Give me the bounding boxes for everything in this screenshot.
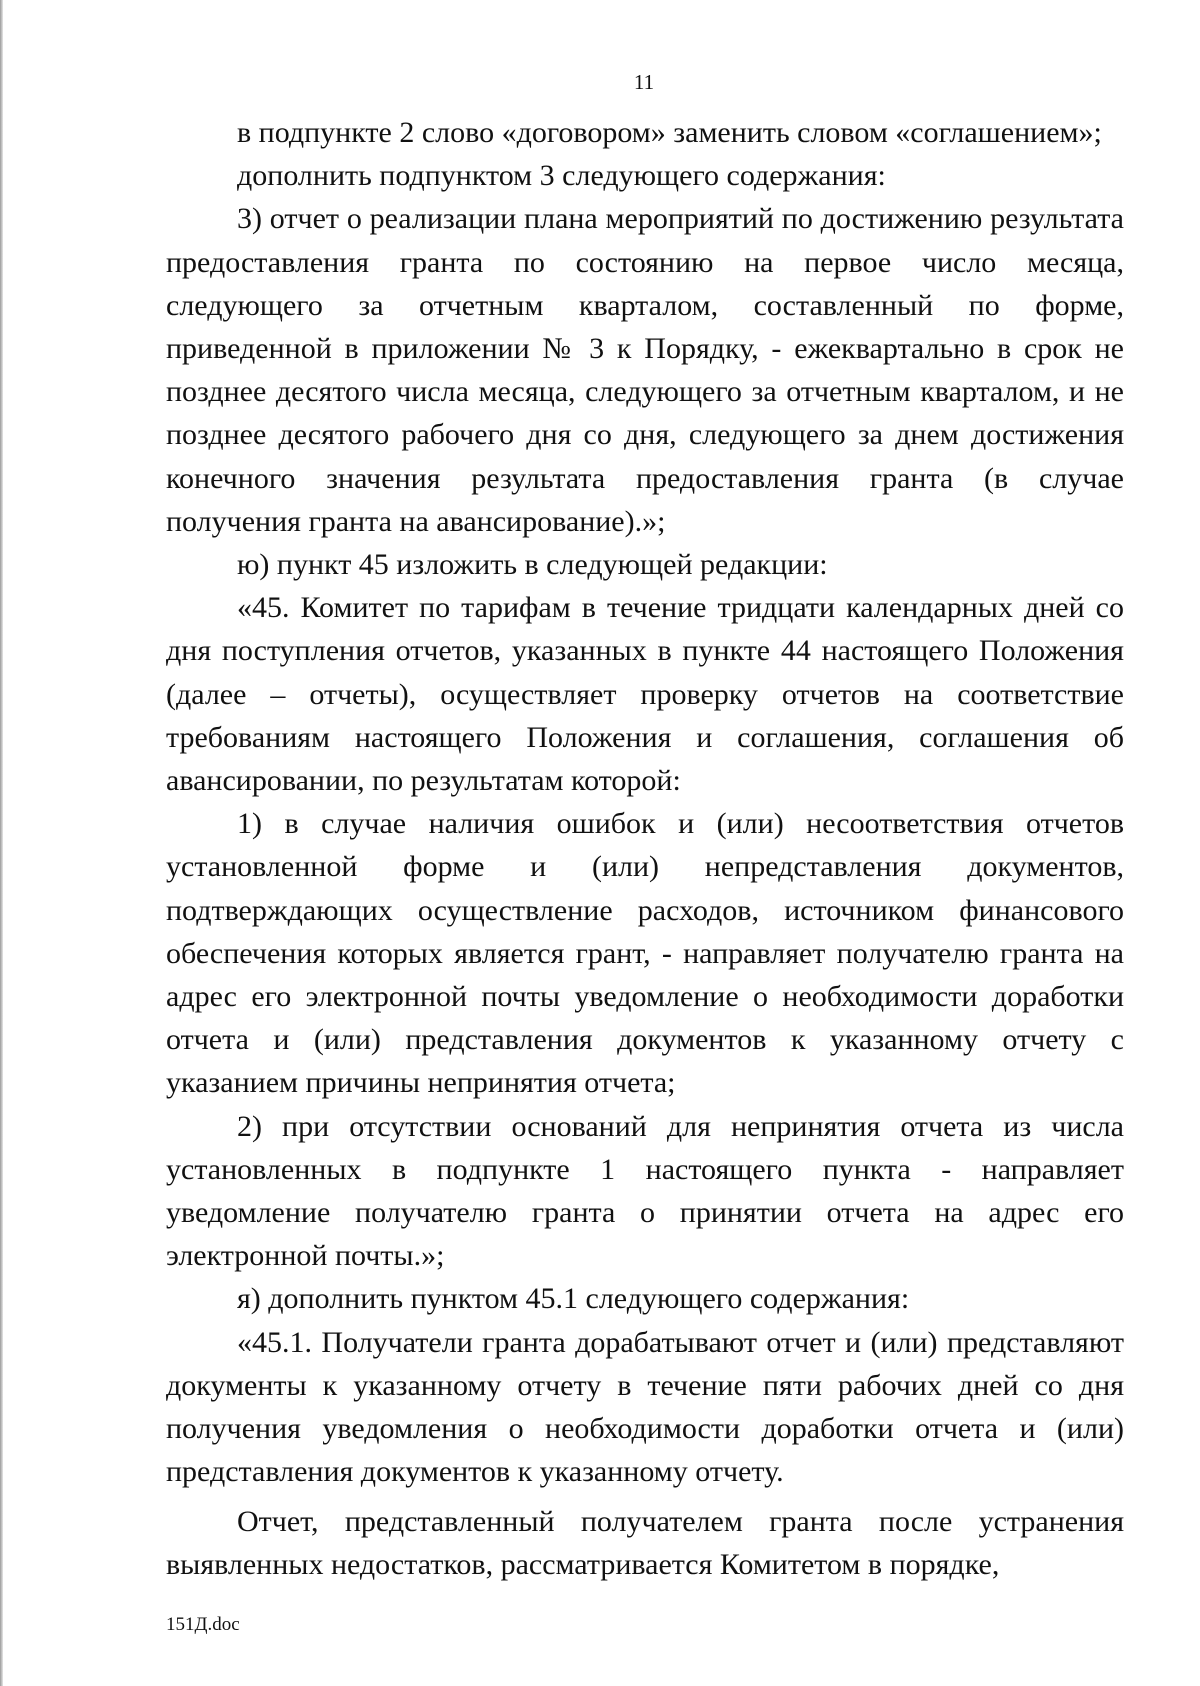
paragraph: дополнить подпунктом 3 следующего содержания: <box>237 159 886 193</box>
paragraph: Отчет, представленный получателем гранта после устранения выявленных недостатков, рассматривается Комитетом в порядке, <box>166 1504 1124 1581</box>
paragraph: 1) в случае наличия ошибок и (или) несоответствия отчетов установленной форме и (или) непредставления документов, подтверждающих осуществление расходов, источником финансового обеспечения которых является грант, - направляет получателю гранта на адрес его электронной почты уведомление о необходимости доработки отчета и (или) представления документов к указанному отчету с указанием причины непринятия отчета; <box>166 807 1124 1100</box>
paragraph: 3) отчет о реализации плана мероприятий по достижению результата предоставления гранта по состоянию на первое число месяца, следующего за отчетным кварталом, составленный по форме, приведенной в приложении № 3 к Порядку, - ежеквартально в срок не позднее десятого числа месяца, следующего за отчетным кварталом, и не позднее десятого рабочего дня со дня, следующего за днем достижения конечного значения результата предоставления гранта (в случае получения гранта на авансирование).»; <box>166 202 1124 538</box>
paragraph: 2) при отсутствии оснований для непринятия отчета из числа установленных в подпункте 1 настоящего пункта - направляет уведомление получателю гранта о принятии отчета на адрес его электронной почты.»; <box>166 1109 1124 1273</box>
scan-edge <box>0 0 3 1686</box>
document-body <box>166 111 1124 1586</box>
paragraph: «45.1. Получатели гранта дорабатывают отчет и (или) представляют документы к указанному отчету в течение пяти рабочих дней со дня получения уведомления о необходимости доработки отчета и (или) представления документов к указанному отчету. <box>166 1325 1124 1489</box>
paragraph: ю) пункт 45 изложить в следующей редакции: <box>237 548 828 582</box>
paragraph: в подпункте 2 слово «договором» заменить словом «соглашением»; <box>237 116 1102 149</box>
paragraph: я) дополнить пунктом 45.1 следующего содержания: <box>237 1282 910 1316</box>
footer-filename: 151Д.doc <box>166 1614 240 1635</box>
page-number: 11 <box>633 70 655 94</box>
paragraph: «45. Комитет по тарифам в течение тридцати календарных дней со дня поступления отчетов, указанных в пункте 44 настоящего Положения (далее – отчеты), осуществляет проверку отчетов на соответствие требованиям настоящего Положения и соглашения, соглашения об авансировании, по результатам которой: <box>166 591 1124 798</box>
